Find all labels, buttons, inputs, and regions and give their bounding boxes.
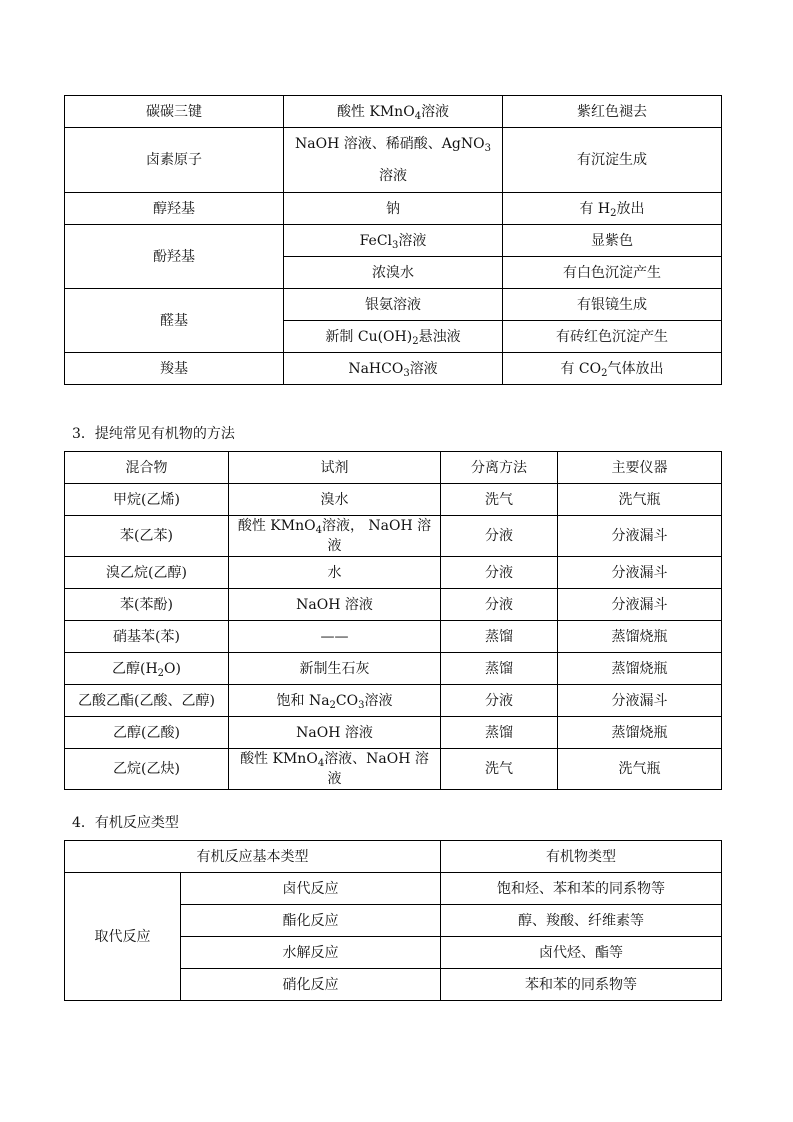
reagent-text: 酸性 KMnO bbox=[336, 103, 415, 120]
reagent-cell: 浓溴水 bbox=[284, 257, 503, 289]
reagent-cell bbox=[284, 225, 503, 257]
device-cell: 分液漏斗 bbox=[558, 557, 722, 589]
method-cell: 蒸馏 bbox=[441, 717, 558, 749]
group-cell: 醛基 bbox=[65, 289, 284, 353]
method-cell: 洗气 bbox=[441, 484, 558, 516]
functional-group-test-table bbox=[64, 95, 722, 385]
reagent-text: CO bbox=[335, 692, 359, 709]
result-text: 有 H bbox=[579, 200, 611, 217]
table-row bbox=[65, 289, 722, 321]
result-cell: 有白色沉淀产生 bbox=[503, 257, 722, 289]
device-cell: 蒸馏烧瓶 bbox=[558, 717, 722, 749]
result-cell: 有沉淀生成 bbox=[503, 128, 722, 193]
mixture-cell: 乙醇(乙酸) bbox=[65, 717, 229, 749]
reagent-cell: NaOH 溶液 bbox=[229, 717, 441, 749]
mixture-cell bbox=[65, 653, 229, 685]
reagent-text: NaOH 溶液、稀硝酸、AgNO bbox=[295, 136, 485, 152]
method-cell: 分液 bbox=[441, 685, 558, 717]
table-row bbox=[65, 193, 722, 225]
table-row bbox=[65, 128, 722, 193]
subscript: 2 bbox=[412, 335, 419, 347]
table-row bbox=[65, 353, 722, 385]
group-cell: 取代反应 bbox=[65, 873, 181, 1001]
result-text: 有 CO bbox=[560, 360, 602, 377]
result-cell bbox=[503, 193, 722, 225]
subscript: 2 bbox=[601, 367, 608, 379]
group-cell: 酚羟基 bbox=[65, 225, 284, 289]
method-cell: 蒸馏 bbox=[441, 653, 558, 685]
reagent-cell: —— bbox=[229, 621, 441, 653]
subscript: 2 bbox=[329, 699, 336, 711]
mixture-cell: 苯(乙苯) bbox=[65, 516, 229, 557]
reagent-cell: 钠 bbox=[284, 193, 503, 225]
table-header-row bbox=[65, 452, 722, 484]
table-row bbox=[65, 749, 722, 790]
subscript: 2 bbox=[610, 207, 617, 219]
method-cell: 蒸馏 bbox=[441, 621, 558, 653]
reagent-text: 悬浊液 bbox=[418, 328, 461, 345]
compound-cell: 苯和苯的同系物等 bbox=[441, 969, 722, 1001]
header-device: 主要仪器 bbox=[558, 452, 722, 484]
header-compound-type: 有机物类型 bbox=[441, 841, 722, 873]
reagent-text: NaHCO bbox=[348, 360, 404, 377]
method-cell: 洗气 bbox=[441, 749, 558, 790]
reagent-cell bbox=[284, 321, 503, 353]
reagent-text: 溶液、NaOH 溶液 bbox=[324, 751, 429, 787]
reagent-text: 饱和 Na bbox=[276, 692, 330, 709]
reaction-cell: 酯化反应 bbox=[181, 905, 441, 937]
reagent-cell bbox=[229, 516, 441, 557]
table-row bbox=[65, 484, 722, 516]
method-cell: 分液 bbox=[441, 589, 558, 621]
header-method: 分离方法 bbox=[441, 452, 558, 484]
device-cell: 洗气瓶 bbox=[558, 749, 722, 790]
mixture-text: O) bbox=[164, 660, 181, 677]
reagent-cell bbox=[229, 749, 441, 790]
device-cell: 分液漏斗 bbox=[558, 516, 722, 557]
mixture-text: 乙醇(H bbox=[112, 660, 158, 677]
table-row bbox=[65, 873, 722, 905]
reaction-cell: 卤代反应 bbox=[181, 873, 441, 905]
compound-cell: 饱和烃、苯和苯的同系物等 bbox=[441, 873, 722, 905]
reagent-cell: 水 bbox=[229, 557, 441, 589]
group-cell: 碳碳三键 bbox=[65, 96, 284, 128]
reagent-text: FeCl bbox=[359, 232, 393, 249]
result-cell: 有砖红色沉淀产生 bbox=[503, 321, 722, 353]
reaction-type-table bbox=[64, 840, 722, 1001]
device-cell: 蒸馏烧瓶 bbox=[558, 653, 722, 685]
table-row bbox=[65, 589, 722, 621]
mixture-cell: 乙烷(乙炔) bbox=[65, 749, 229, 790]
mixture-cell: 溴乙烷(乙醇) bbox=[65, 557, 229, 589]
result-cell bbox=[503, 353, 722, 385]
table-row bbox=[65, 621, 722, 653]
subscript: 3 bbox=[392, 239, 399, 251]
reagent-cell bbox=[284, 128, 503, 193]
reagent-text: 溶液 bbox=[409, 360, 438, 377]
reaction-cell: 硝化反应 bbox=[181, 969, 441, 1001]
subscript: 4 bbox=[315, 525, 322, 536]
table-row bbox=[65, 685, 722, 717]
result-cell: 有银镜生成 bbox=[503, 289, 722, 321]
method-cell: 分液 bbox=[441, 557, 558, 589]
header-mixture: 混合物 bbox=[65, 452, 229, 484]
reagent-text: 酸性 KMnO bbox=[240, 751, 318, 767]
subscript: 2 bbox=[157, 667, 165, 679]
table-header-row bbox=[65, 841, 722, 873]
subscript: 3 bbox=[484, 143, 491, 154]
compound-cell: 醇、羧酸、纤维素等 bbox=[441, 905, 722, 937]
device-cell: 分液漏斗 bbox=[558, 589, 722, 621]
purification-table bbox=[64, 451, 722, 790]
table-row bbox=[65, 516, 722, 557]
table-row bbox=[65, 717, 722, 749]
reagent-cell bbox=[229, 685, 441, 717]
table-row bbox=[65, 653, 722, 685]
reagent-text: 溶液 bbox=[364, 692, 393, 709]
reagent-cell: 溴水 bbox=[229, 484, 441, 516]
table-row bbox=[65, 96, 722, 128]
reaction-cell: 水解反应 bbox=[181, 937, 441, 969]
header-reagent: 试剂 bbox=[229, 452, 441, 484]
result-text: 放出 bbox=[616, 200, 645, 217]
result-cell: 紫红色褪去 bbox=[503, 96, 722, 128]
subscript: 4 bbox=[317, 758, 325, 769]
table-row bbox=[65, 557, 722, 589]
device-cell: 蒸馏烧瓶 bbox=[558, 621, 722, 653]
result-cell: 显紫色 bbox=[503, 225, 722, 257]
mixture-cell: 乙酸乙酯(乙酸、乙醇) bbox=[65, 685, 229, 717]
reagent-cell bbox=[284, 96, 503, 128]
reagent-cell: 新制生石灰 bbox=[229, 653, 441, 685]
group-cell: 醇羟基 bbox=[65, 193, 284, 225]
section-3-heading: 3．提纯常见有机物的方法 bbox=[72, 426, 235, 442]
subscript: 4 bbox=[414, 110, 422, 122]
reagent-text: 新制 Cu(OH) bbox=[325, 328, 413, 345]
device-cell: 分液漏斗 bbox=[558, 685, 722, 717]
mixture-cell: 苯(苯酚) bbox=[65, 589, 229, 621]
subscript: 3 bbox=[403, 367, 410, 379]
table-row bbox=[65, 225, 722, 257]
result-text: 气体放出 bbox=[607, 360, 664, 377]
reagent-text: 溶液 bbox=[398, 232, 427, 249]
reagent-cell: NaOH 溶液 bbox=[229, 589, 441, 621]
group-cell: 卤素原子 bbox=[65, 128, 284, 193]
reagent-text: 溶液 bbox=[379, 168, 407, 184]
mixture-cell: 甲烷(乙烯) bbox=[65, 484, 229, 516]
subscript: 3 bbox=[358, 699, 365, 711]
reagent-text: 溶液， NaOH 溶液 bbox=[321, 518, 432, 554]
group-cell: 羧基 bbox=[65, 353, 284, 385]
method-cell: 分液 bbox=[441, 516, 558, 557]
reagent-cell bbox=[284, 353, 503, 385]
device-cell: 洗气瓶 bbox=[558, 484, 722, 516]
section-4-heading: 4．有机反应类型 bbox=[72, 815, 179, 831]
mixture-cell: 硝基苯(苯) bbox=[65, 621, 229, 653]
reagent-cell: 银氨溶液 bbox=[284, 289, 503, 321]
compound-cell: 卤代烃、酯等 bbox=[441, 937, 722, 969]
header-reaction-type: 有机反应基本类型 bbox=[65, 841, 441, 873]
reagent-text: 酸性 KMnO bbox=[237, 518, 316, 534]
reagent-text: 溶液 bbox=[421, 103, 450, 120]
